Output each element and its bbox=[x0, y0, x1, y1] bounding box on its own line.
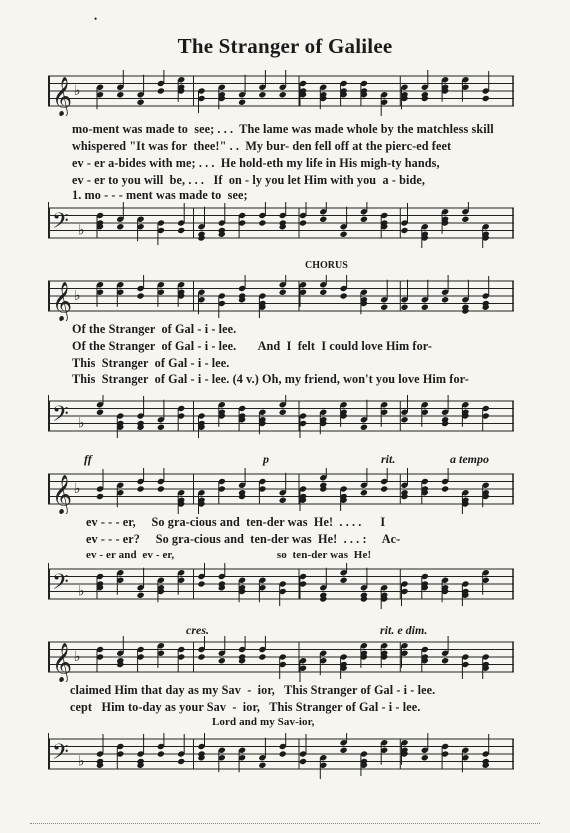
svg-text:♭: ♭ bbox=[78, 222, 85, 239]
lyric-line: ev - er and ev - er, so ten-der was He! bbox=[86, 549, 372, 561]
lyric-line: ev - - - er? So gra-cious and ten-der was He! . . . : Ac- bbox=[86, 532, 401, 546]
svg-text:♭: ♭ bbox=[74, 481, 81, 497]
svg-text:𝄞: 𝄞 bbox=[52, 76, 73, 116]
dynamic-ff: ff bbox=[84, 452, 92, 466]
page-footer-line bbox=[30, 823, 540, 826]
svg-text:𝄞: 𝄞 bbox=[52, 281, 73, 321]
lyric-line: 1. mo - - - ment was made to see; bbox=[72, 188, 248, 202]
lyric-line: Lord and my Sav-ior, bbox=[212, 716, 315, 728]
treble-staff bbox=[48, 70, 514, 116]
lyric-line: This Stranger of Gal - i - lee. bbox=[72, 356, 230, 370]
a-tempo-marking: a tempo bbox=[450, 452, 489, 466]
bass-staff bbox=[48, 733, 514, 779]
treble-staff bbox=[48, 275, 514, 321]
svg-text:𝄞: 𝄞 bbox=[52, 474, 73, 514]
treble-staff bbox=[48, 468, 514, 514]
lyric-line: cept Him to-day as your Sav - ior, This Stranger of Gal - i - lee. bbox=[70, 700, 421, 714]
lyric-line: ev - - - er, So gra-cious and ten-der was He! . . . . I bbox=[86, 515, 386, 529]
svg-text:♭: ♭ bbox=[74, 649, 81, 665]
lyric-line: whispered "It was for thee!" . . My bur- den fell off at the pierc-ed feet bbox=[72, 139, 452, 153]
svg-text:♭: ♭ bbox=[74, 288, 81, 304]
page-mark: • bbox=[94, 14, 98, 24]
ritardando-marking: rit. bbox=[381, 452, 396, 466]
svg-text:♭: ♭ bbox=[78, 753, 85, 770]
hymn-title: The Stranger of Galilee bbox=[177, 34, 393, 58]
treble-staff bbox=[48, 636, 514, 682]
svg-text:𝄢: 𝄢 bbox=[52, 402, 69, 432]
svg-text:𝄢: 𝄢 bbox=[52, 209, 69, 239]
lyric-line: Of the Stranger of Gal - i - lee. bbox=[72, 322, 237, 336]
lyric-line: ev - er a-bides with me; . . . He hold-eth my life in His migh-ty hands, bbox=[72, 156, 440, 170]
chorus-marking: CHORUS bbox=[305, 260, 348, 271]
svg-text:𝄞: 𝄞 bbox=[52, 642, 73, 682]
svg-text:𝄢: 𝄢 bbox=[52, 570, 69, 600]
svg-text:♭: ♭ bbox=[78, 415, 85, 432]
lyric-line: claimed Him that day as my Sav - ior, This Stranger of Gal - i - lee. bbox=[70, 683, 436, 697]
lyric-line: This Stranger of Gal - i - lee. (4 v.) Oh, my friend, won't you love Him for- bbox=[72, 372, 469, 386]
dynamic-p: p bbox=[263, 452, 269, 466]
bass-staff bbox=[48, 202, 514, 248]
svg-text:♭: ♭ bbox=[74, 83, 81, 99]
lyric-line: ev - er to you will be, . . . If on - ly you let Him with you a - bide, bbox=[72, 173, 426, 187]
lyric-line: mo-ment was made to see; . . . The lame was made whole by the matchless skill bbox=[72, 122, 494, 136]
bass-staff bbox=[48, 395, 514, 441]
bass-staff bbox=[48, 563, 514, 609]
lyric-line: Of the Stranger of Gal - i - lee. And I felt I could love Him for- bbox=[72, 339, 432, 353]
crescendo-marking: cres. bbox=[186, 623, 209, 637]
rit-e-dim-marking: rit. e dim. bbox=[380, 623, 428, 637]
svg-text:𝄢: 𝄢 bbox=[52, 740, 69, 770]
svg-text:♭: ♭ bbox=[78, 583, 85, 600]
